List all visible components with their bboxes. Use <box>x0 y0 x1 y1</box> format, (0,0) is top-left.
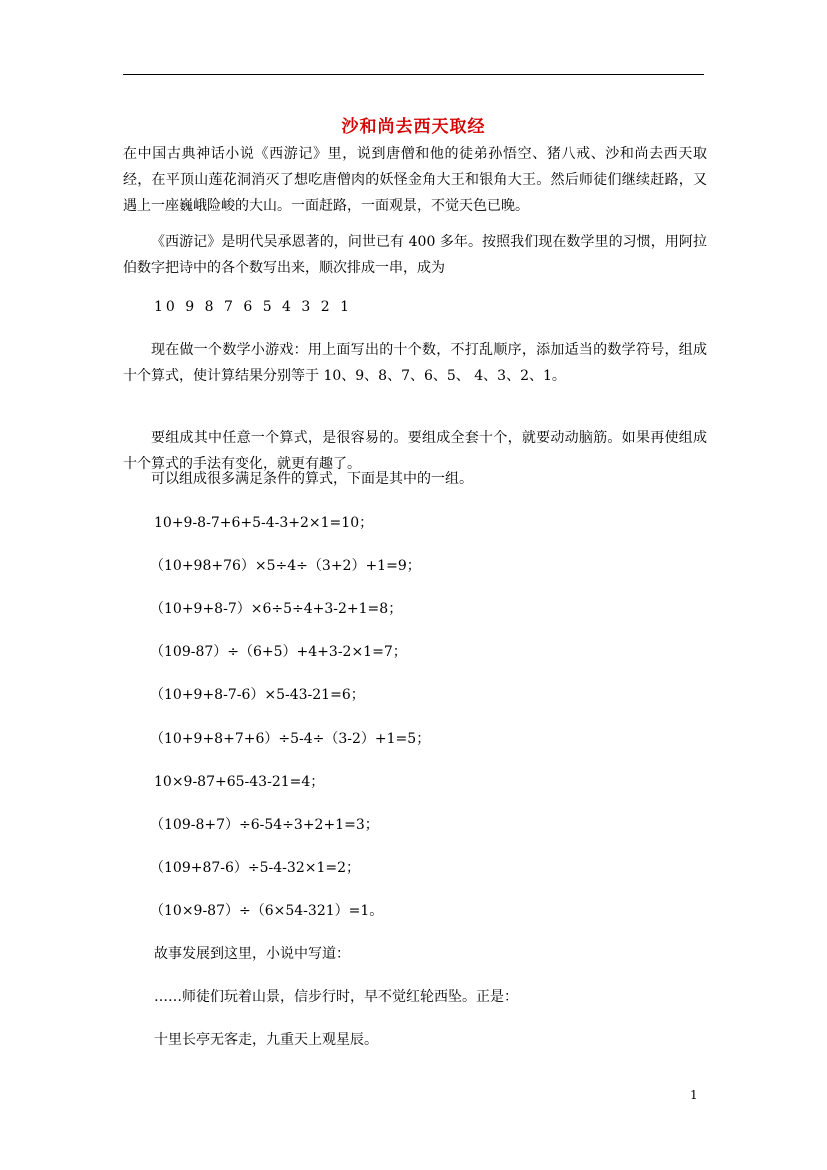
equation-line: （109-8+7）÷6-54÷3+2+1=3； <box>150 817 379 833</box>
equation-line: （10+9+8+7+6）÷5-4÷（3-2）+1=5； <box>150 731 431 747</box>
equation-line: （10×9-87）÷（6×54-321）=1。 <box>150 903 384 919</box>
page-title: 沙和尚去西天取经 <box>341 117 486 137</box>
paragraph-game: 现在做一个数学小游戏：用上面写出的十个数，不打乱顺序，添加适当的数学符号，组成十个算式，使计算结果分别等于 10、9、8、7、6、5、 4、3、2、1。 <box>123 342 707 384</box>
paragraph-intro: 在中国古典神话小说《西游记》里，说到唐僧和他的徒弟孙悟空、猪八戒、沙和尚去西天取经，在平顶山莲花洞消灭了想吃唐僧肉的妖怪金角大王和银角大王。然后师徒们继续赶路，又遇上一座巍峨险峻的大山。一面赶路，一面观景，不觉天色已晚。 <box>123 146 707 214</box>
paragraph-difficulty: 要组成其中任意一个算式，是很容易的。要组成全套十个，就要动动脑筋。如果再使组成十个算式的手法有变化，就更有趣了。 <box>123 430 707 472</box>
paragraph-xiyouji: 《西游记》是明代吴承恩著的，问世已有 400 多年。按照我们现在数学里的习惯，用阿拉伯数字把诗中的各个数写出来，顺次排成一串，成为 <box>123 234 707 276</box>
number-row: 10 9 8 7 6 5 4 3 2 1 <box>154 299 353 315</box>
equation-line: （10+98+76）×5÷4÷（3+2）+1=9； <box>150 558 421 574</box>
paragraph-solutions-intro: 可以组成很多满足条件的算式，下面是其中的一组。 <box>151 471 473 487</box>
equation-line: （10+9+8-7）×6÷5÷4+3-2+1=8； <box>150 601 403 617</box>
closing-line: ……师徒们玩着山景，信步行时，早不觉红轮西坠。正是： <box>154 989 518 1005</box>
poem-line: 十里长亭无客走，九重天上观星辰。 <box>154 1032 378 1048</box>
equation-line: （109-87）÷（6+5）+4+3-2×1=7； <box>150 644 407 660</box>
equation-line: （10+9+8-7-6）×5-43-21=6； <box>150 687 365 703</box>
equation-line: 10+9-8-7+6+5-4-3+2×1=10； <box>154 515 374 531</box>
equation-line: （109+87-6）÷5-4-32×1=2； <box>150 860 360 876</box>
page-number: 1 <box>690 1088 698 1102</box>
header-rule <box>123 74 704 75</box>
equation-line: 10×9-87+65-43-21=4； <box>154 774 325 790</box>
closing-line: 故事发展到这里，小说中写道： <box>154 946 350 962</box>
